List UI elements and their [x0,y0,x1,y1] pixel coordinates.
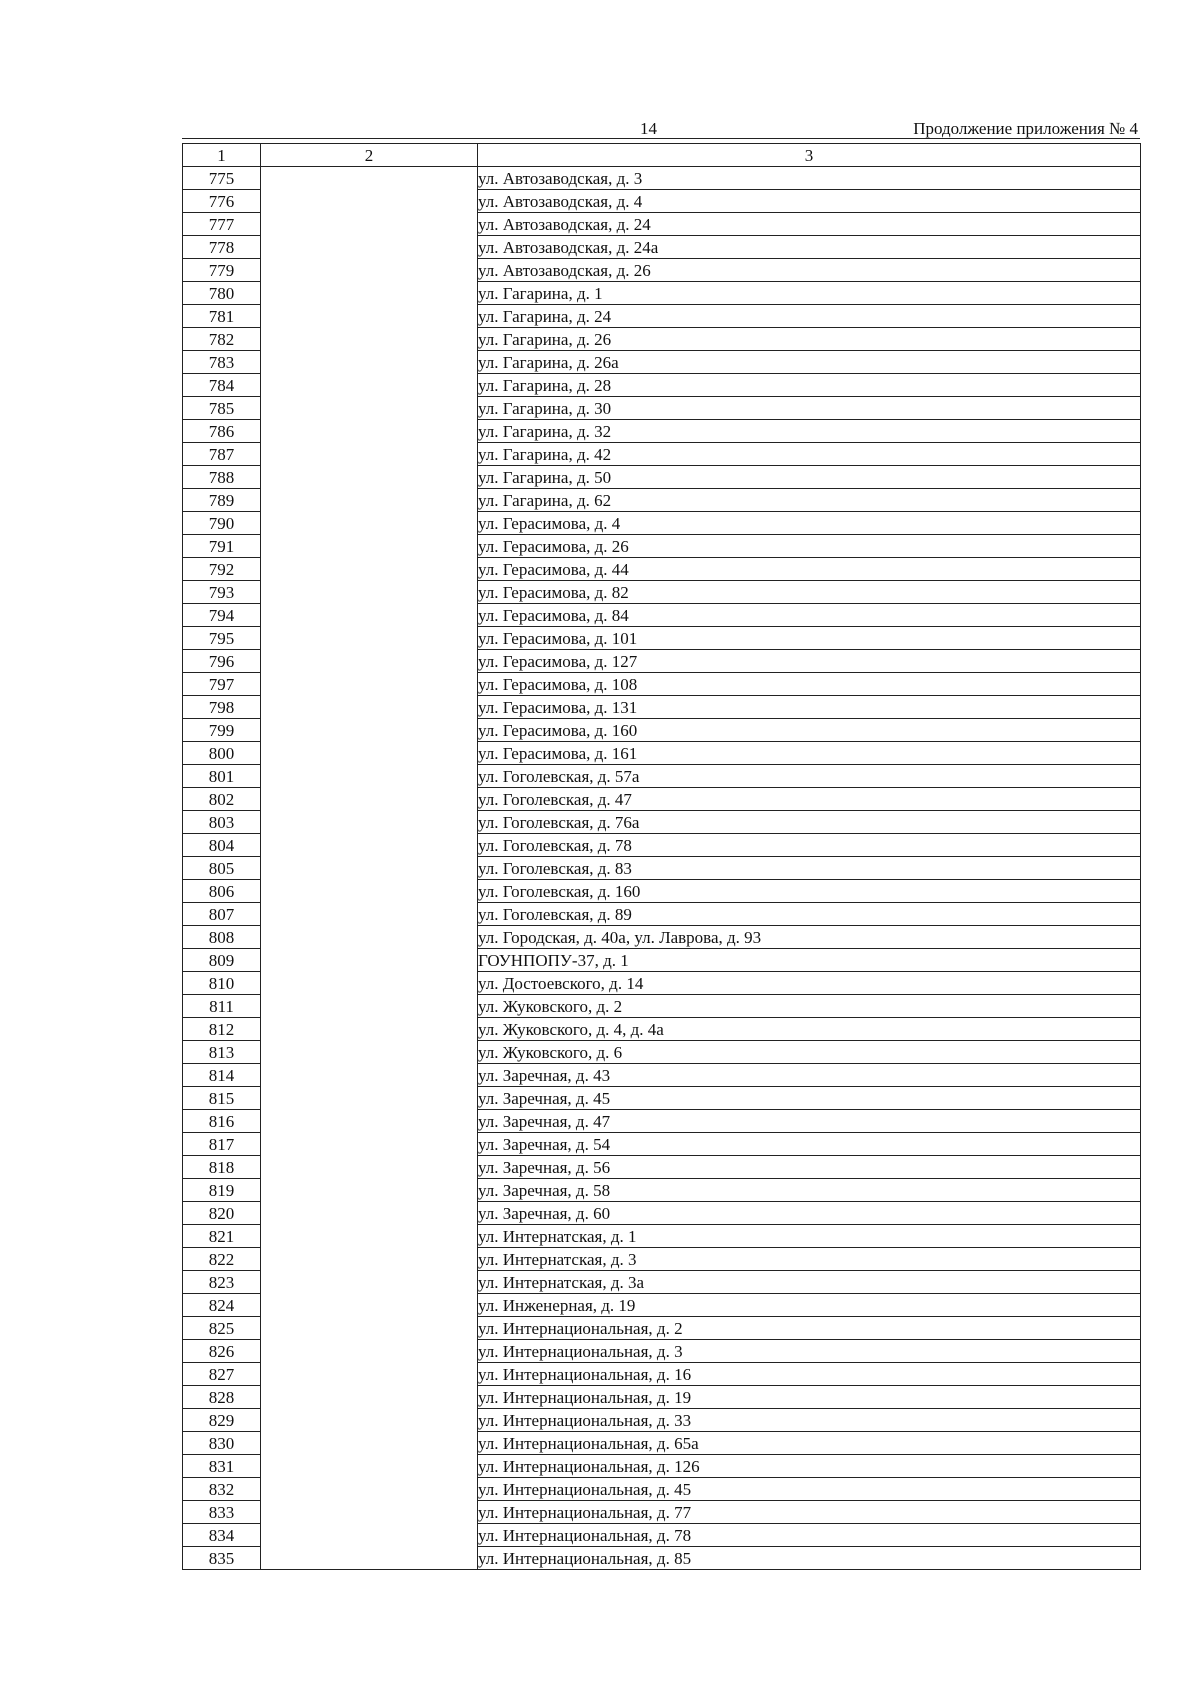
row-number: 833 [183,1501,261,1524]
page-number: 14 [640,119,657,138]
row-number: 814 [183,1064,261,1087]
address-cell: ул. Герасимова, д. 82 [478,581,1141,604]
row-number: 831 [183,1455,261,1478]
row-number: 782 [183,328,261,351]
address-cell: ул. Автозаводская, д. 3 [478,167,1141,190]
header-rule [182,138,1140,139]
address-cell: ул. Гагарина, д. 62 [478,489,1141,512]
row-number: 784 [183,374,261,397]
row-number: 819 [183,1179,261,1202]
row-number: 783 [183,351,261,374]
address-cell: ул. Гоголевская, д. 160 [478,880,1141,903]
row-number: 795 [183,627,261,650]
address-cell: ул. Герасимова, д. 84 [478,604,1141,627]
address-cell: ул. Гоголевская, д. 78 [478,834,1141,857]
address-cell: ул. Автозаводская, д. 24а [478,236,1141,259]
row-number: 796 [183,650,261,673]
empty-column-2 [261,167,478,1570]
row-number: 827 [183,1363,261,1386]
row-number: 826 [183,1340,261,1363]
row-number: 786 [183,420,261,443]
row-number: 807 [183,903,261,926]
row-number: 815 [183,1087,261,1110]
column-header-2: 2 [261,144,478,167]
row-number: 828 [183,1386,261,1409]
address-cell: ул. Жуковского, д. 2 [478,995,1141,1018]
address-cell: ул. Интернациональная, д. 126 [478,1455,1141,1478]
continuation-label: Продолжение приложения № 4 [913,119,1138,138]
row-number: 789 [183,489,261,512]
address-cell: ул. Достоевского, д. 14 [478,972,1141,995]
row-number: 809 [183,949,261,972]
address-cell: ул. Интернациональная, д. 65а [478,1432,1141,1455]
address-cell: ул. Гагарина, д. 1 [478,282,1141,305]
row-number: 813 [183,1041,261,1064]
row-number: 801 [183,765,261,788]
row-number: 798 [183,696,261,719]
address-cell: ул. Гоголевская, д. 89 [478,903,1141,926]
row-number: 823 [183,1271,261,1294]
row-number: 816 [183,1110,261,1133]
address-cell: ул. Герасимова, д. 108 [478,673,1141,696]
row-number: 806 [183,880,261,903]
row-number: 775 [183,167,261,190]
row-number: 821 [183,1225,261,1248]
row-number: 817 [183,1133,261,1156]
address-cell: ул. Заречная, д. 56 [478,1156,1141,1179]
row-number: 802 [183,788,261,811]
row-number: 779 [183,259,261,282]
row-number: 785 [183,397,261,420]
address-cell: ул. Интернатская, д. 3а [478,1271,1141,1294]
row-number: 830 [183,1432,261,1455]
address-cell: ул. Заречная, д. 58 [478,1179,1141,1202]
row-number: 797 [183,673,261,696]
row-number: 811 [183,995,261,1018]
address-cell: ул. Герасимова, д. 131 [478,696,1141,719]
address-cell: ул. Герасимова, д. 160 [478,719,1141,742]
row-number: 777 [183,213,261,236]
address-cell: ул. Интернациональная, д. 78 [478,1524,1141,1547]
address-cell: ул. Герасимова, д. 44 [478,558,1141,581]
address-cell: ул. Гагарина, д. 24 [478,305,1141,328]
address-cell: ул. Гагарина, д. 26 [478,328,1141,351]
row-number: 805 [183,857,261,880]
address-cell: ул. Автозаводская, д. 24 [478,213,1141,236]
header-row [183,144,1141,167]
address-cell: ул. Заречная, д. 54 [478,1133,1141,1156]
address-cell: ул. Интернациональная, д. 16 [478,1363,1141,1386]
address-cell: ул. Интернациональная, д. 19 [478,1386,1141,1409]
address-cell: ул. Интернатская, д. 1 [478,1225,1141,1248]
row-number: 810 [183,972,261,995]
column-header-1: 1 [183,144,261,167]
address-cell: ул. Интернациональная, д. 3 [478,1340,1141,1363]
address-cell: ул. Гоголевская, д. 83 [478,857,1141,880]
address-cell: ГОУНПОПУ-37, д. 1 [478,949,1141,972]
address-cell: ул. Интернациональная, д. 85 [478,1547,1141,1570]
address-cell: ул. Жуковского, д. 4, д. 4а [478,1018,1141,1041]
address-cell: ул. Герасимова, д. 161 [478,742,1141,765]
address-cell: ул. Гагарина, д. 30 [478,397,1141,420]
address-cell: ул. Гагарина, д. 26а [478,351,1141,374]
address-cell: ул. Интернатская, д. 3 [478,1248,1141,1271]
row-number: 800 [183,742,261,765]
address-cell: ул. Гоголевская, д. 76а [478,811,1141,834]
address-cell: ул. Городская, д. 40а, ул. Лаврова, д. 93 [478,926,1141,949]
row-number: 787 [183,443,261,466]
address-cell: ул. Гоголевская, д. 57а [478,765,1141,788]
table-row [183,167,1141,190]
row-number: 781 [183,305,261,328]
row-number: 780 [183,282,261,305]
row-number: 778 [183,236,261,259]
row-number: 793 [183,581,261,604]
row-number: 829 [183,1409,261,1432]
row-number: 791 [183,535,261,558]
column-header-3: 3 [478,144,1141,167]
row-number: 803 [183,811,261,834]
address-cell: ул. Интернациональная, д. 45 [478,1478,1141,1501]
address-cell: ул. Гагарина, д. 28 [478,374,1141,397]
row-number: 808 [183,926,261,949]
row-number: 822 [183,1248,261,1271]
address-cell: ул. Заречная, д. 60 [478,1202,1141,1225]
address-cell: ул. Инженерная, д. 19 [478,1294,1141,1317]
row-number: 799 [183,719,261,742]
row-number: 832 [183,1478,261,1501]
row-number: 794 [183,604,261,627]
address-cell: ул. Жуковского, д. 6 [478,1041,1141,1064]
row-number: 812 [183,1018,261,1041]
address-cell: ул. Заречная, д. 43 [478,1064,1141,1087]
table-body [183,167,1141,1570]
row-number: 790 [183,512,261,535]
address-cell: ул. Интернациональная, д. 77 [478,1501,1141,1524]
address-cell: ул. Герасимова, д. 101 [478,627,1141,650]
address-cell: ул. Заречная, д. 45 [478,1087,1141,1110]
row-number: 820 [183,1202,261,1225]
row-number: 818 [183,1156,261,1179]
address-cell: ул. Интернациональная, д. 2 [478,1317,1141,1340]
address-table [182,143,1141,1570]
address-cell: ул. Гагарина, д. 42 [478,443,1141,466]
row-number: 834 [183,1524,261,1547]
address-cell: ул. Гоголевская, д. 47 [478,788,1141,811]
row-number: 825 [183,1317,261,1340]
address-cell: ул. Автозаводская, д. 26 [478,259,1141,282]
row-number: 824 [183,1294,261,1317]
row-number: 804 [183,834,261,857]
address-cell: ул. Заречная, д. 47 [478,1110,1141,1133]
address-cell: ул. Гагарина, д. 50 [478,466,1141,489]
address-cell: ул. Герасимова, д. 4 [478,512,1141,535]
row-number: 788 [183,466,261,489]
row-number: 792 [183,558,261,581]
address-cell: ул. Автозаводская, д. 4 [478,190,1141,213]
address-cell: ул. Герасимова, д. 127 [478,650,1141,673]
row-number: 835 [183,1547,261,1570]
address-cell: ул. Герасимова, д. 26 [478,535,1141,558]
address-cell: ул. Гагарина, д. 32 [478,420,1141,443]
table-header [183,144,1141,167]
row-number: 776 [183,190,261,213]
address-cell: ул. Интернациональная, д. 33 [478,1409,1141,1432]
